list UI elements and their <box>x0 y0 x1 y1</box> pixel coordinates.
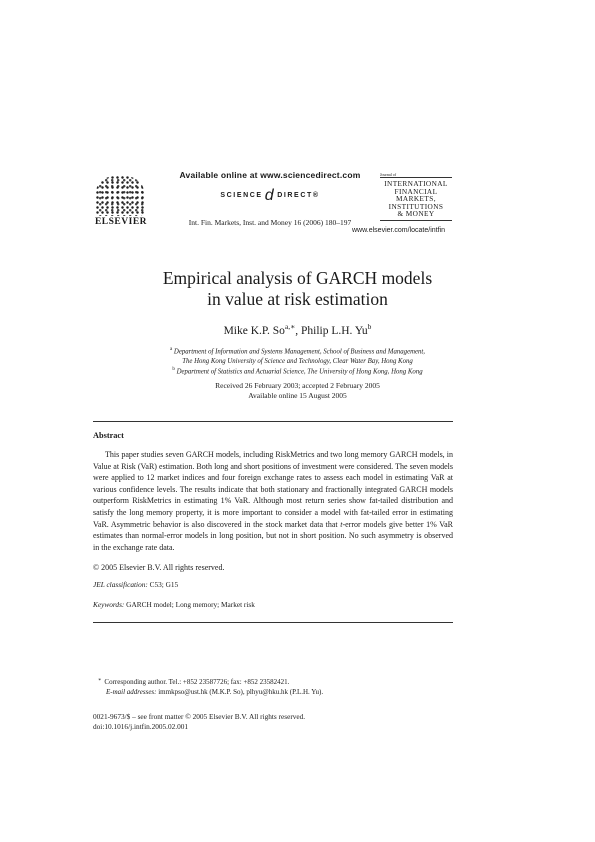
keywords <box>93 600 255 609</box>
jel-classification <box>93 580 178 589</box>
author-2[interactable]: Philip L.H. Yu <box>301 324 368 337</box>
affil-a-line-1: Department of Information and Systems Management, School of Business and Management, <box>173 348 425 356</box>
abstract-text <box>93 449 453 553</box>
elsevier-logo <box>92 176 150 228</box>
jel-value: C53; G15 <box>147 580 179 589</box>
title-line-1: Empirical analysis of GARCH models <box>162 268 433 288</box>
corresponding-text: Corresponding author. Tel.: +852 23587726; fax: +852 23582421. <box>104 678 290 686</box>
affil-b-mark: b <box>172 367 175 372</box>
doi-line[interactable]: doi:10.1016/j.intfin.2005.02.001 <box>93 722 189 731</box>
available-date: Available online 15 August 2005 <box>248 391 347 400</box>
email-addresses[interactable]: immkpso@ust.hk (M.K.P. So), plhyu@hku.hk (P.L.H. Yu). <box>156 688 324 696</box>
journal-title-line: INSTITUTIONS <box>388 201 444 211</box>
available-online-text: Available online at www.sciencedirect.com <box>179 170 361 180</box>
keywords-label: Keywords: <box>93 600 125 609</box>
abstract-text-post: -error models give better 1% VaR estimates than normal-error models in long position, but not in short position. No such asymmetry is observed in the exchange rate data. <box>93 519 453 552</box>
keywords-value: GARCH model; Long memory; Market risk <box>124 600 255 609</box>
journal-small-label: Journal of <box>380 172 397 177</box>
affil-b-text: Department of Statistics and Actuarial Science, The University of Hong Kong, Hong Kong <box>176 368 423 376</box>
abstract-copyright: © 2005 Elsevier B.V. All rights reserved. <box>93 563 225 572</box>
affiliation-b <box>0 365 595 377</box>
author-1[interactable]: Mike K.P. So <box>223 324 285 337</box>
journal-title-line: MARKETS, <box>396 194 436 204</box>
elsevier-wordmark: ELSEVIER <box>94 217 148 227</box>
journal-logo <box>380 172 452 221</box>
elsevier-tree-icon <box>96 176 144 216</box>
received-date: Received 26 February 2003; accepted 2 February 2005 <box>215 381 380 390</box>
article-history <box>0 381 595 401</box>
author-list <box>0 322 595 337</box>
abstract-bottom-rule <box>93 622 453 623</box>
sd-right: DIRECT® <box>277 192 320 199</box>
sciencedirect-logo <box>170 187 370 205</box>
sd-at-icon: d <box>264 187 276 204</box>
affiliation-a <box>0 345 595 367</box>
journal-title-line: & MONEY <box>397 209 435 219</box>
jel-label: JEL classification: <box>93 580 148 589</box>
journal-title-line: FINANCIAL <box>394 186 438 196</box>
journal-title-line: INTERNATIONAL <box>384 179 448 188</box>
abstract-text-pre: This paper studies seven GARCH models, including RiskMetrics and two long memory GARCH models, in Value at Risk (VaR) estimation. Both long and short positions of investment were considered. The seven models were applied to 12 market indices and four foreign exchange rates to assess each model in estimating VaR at various confidence levels. The results indicate that both stationary and fractionally integrated GARCH models outperform RiskMetrics in estimating 1% VaR. Although most return series show fat-tailed distribution and satisfy the long memory property, it is more important to consider a model with fat-tailed error in estimating VaR. Asymmetric behavior is also discovered in the stock market data that <box>93 450 453 529</box>
sciencedirect-banner <box>170 170 370 205</box>
abstract-text-italic: t <box>340 519 343 529</box>
issn-line: 0021-9673/$ – see front matter © 2005 Elsevier B.V. All rights reserved. <box>93 712 306 721</box>
abstract-heading: Abstract <box>93 431 124 440</box>
footnote-star: ∗ <box>98 678 102 683</box>
journal-rule-bottom <box>380 220 452 221</box>
corresponding-author-footnote <box>98 676 323 697</box>
journal-title <box>380 178 452 220</box>
author-1-affil-mark[interactable]: a,∗ <box>284 322 296 331</box>
author-separator: , <box>295 324 301 337</box>
journal-url-link[interactable]: www.elsevier.com/locate/intfin <box>352 227 445 234</box>
email-label: E-mail addresses: <box>106 688 157 696</box>
journal-citation: Int. Fin. Markets, Inst. and Money 16 (2006) 180–197 <box>188 218 352 227</box>
sd-left: SCIENCE <box>220 192 263 199</box>
abstract-top-rule <box>93 421 453 422</box>
title-line-2: in value at risk estimation <box>207 289 388 309</box>
author-2-affil-mark[interactable]: b <box>367 322 372 331</box>
affil-a-line-2: The Hong Kong University of Science and Technology, Clear Water Bay, Hong Kong <box>182 358 413 366</box>
article-title <box>0 268 595 310</box>
affil-a-mark: a <box>169 347 173 352</box>
issn-doi <box>93 712 305 732</box>
